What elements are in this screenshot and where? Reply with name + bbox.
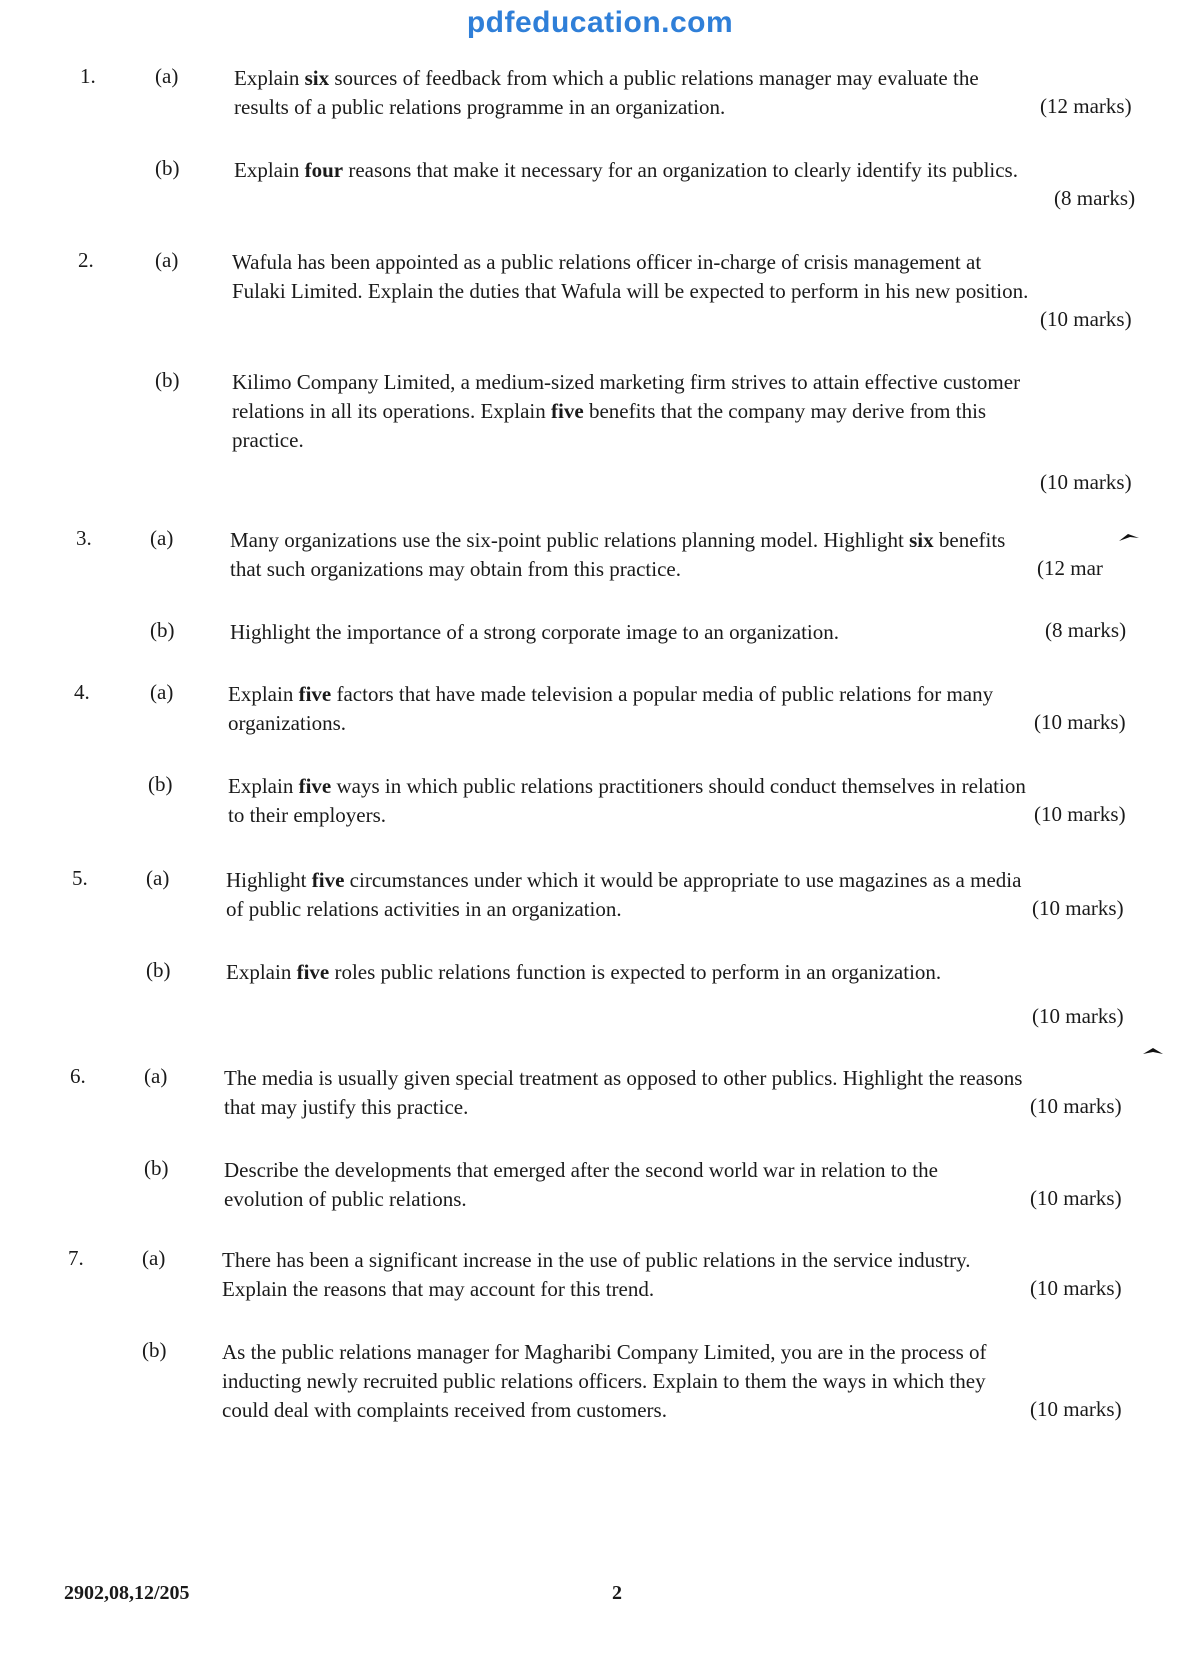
question-number: 4. <box>74 680 90 704</box>
question-text: Highlight the importance of a strong corporate image to an organization. <box>230 620 840 644</box>
part-label: (b) <box>146 958 171 982</box>
part-label: (a) <box>146 866 170 890</box>
marks-label: (10 marks) <box>1032 896 1124 920</box>
part-label: (a) <box>142 1246 166 1270</box>
question-number: 2. <box>78 248 94 272</box>
marks-label: (10 marks) <box>1030 1094 1122 1118</box>
part-label: (a) <box>155 248 179 272</box>
question-text: Kilimo Company Limited, a medium-sized marketing firm strives to attain effective customer relations in all its operations. Explain five benefits that the company may derive from this practice. <box>232 370 1021 452</box>
marks-label: (10 marks) <box>1030 1397 1122 1421</box>
question-text: As the public relations manager for Magharibi Company Limited, you are in the process of inducting newly recruited public relations officers. Explain to them the ways in which they could deal with complaints received from customers. <box>222 1340 987 1422</box>
question-text: Explain five ways in which public relations practitioners should conduct themselves in relation to their employers. <box>228 774 1026 827</box>
question-text: Highlight five circumstances under which it would be appropriate to use magazines as a media of public relations activities in an organization. <box>226 868 1022 921</box>
marks-label: (10 marks) <box>1034 802 1126 826</box>
question-text: Many organizations use the six-point public relations planning model. Highlight six benefits that such organizations may obtain from this practice. <box>230 528 1006 581</box>
marks-label: (12 marks) <box>1040 94 1132 118</box>
question-text: There has been a significant increase in the use of public relations in the service industry. Explain the reasons that may account for this trend. <box>222 1248 971 1301</box>
question-text: Explain five roles public relations function is expected to perform in an organization. <box>226 960 942 984</box>
exam-code: 2902,08,12/205 <box>64 1582 190 1604</box>
question-number: 7. <box>68 1246 84 1270</box>
question-text: Wafula has been appointed as a public relations officer in-charge of crisis management at Fulaki Limited. Explain the duties that Wafula will be expected to perform in his new position. <box>232 250 1029 303</box>
marks-label: (10 marks) <box>1032 1004 1124 1028</box>
marks-label: (10 marks) <box>1040 307 1132 331</box>
marks-label: (10 marks) <box>1034 710 1126 734</box>
question-text: Explain four reasons that make it necessary for an organization to clearly identify its publics. <box>234 158 1018 182</box>
part-label: (a) <box>155 64 179 88</box>
pen-mark-icon <box>1118 532 1140 542</box>
marks-label: (10 marks) <box>1030 1186 1122 1210</box>
part-label: (b) <box>155 368 180 392</box>
question-number: 3. <box>76 526 92 550</box>
pen-mark-icon <box>1142 1046 1164 1056</box>
part-label: (b) <box>144 1156 169 1180</box>
marks-label: (8 marks) <box>1045 618 1127 642</box>
question-number: 6. <box>70 1064 86 1088</box>
question-text: Describe the developments that emerged after the second world war in relation to the evolution of public relations. <box>224 1158 938 1211</box>
question-number: 5. <box>72 866 88 890</box>
marks-label: (12 mar <box>1037 556 1103 580</box>
question-text: Explain six sources of feedback from which a public relations manager may evaluate the results of a public relations programme in an organization. <box>234 66 979 119</box>
marks-label: (10 marks) <box>1040 470 1132 494</box>
part-label: (a) <box>150 526 174 550</box>
watermark-text: pdfeducation.com <box>466 6 734 39</box>
part-label: (b) <box>148 772 173 796</box>
part-label: (a) <box>150 680 174 704</box>
page-number: 2 <box>612 1582 622 1604</box>
question-number: 1. <box>80 64 96 88</box>
part-label: (b) <box>155 156 180 180</box>
marks-label: (8 marks) <box>1054 186 1136 210</box>
question-text: Explain five factors that have made television a popular media of public relations for many organizations. <box>228 682 994 735</box>
part-label: (a) <box>144 1064 168 1088</box>
marks-label: (10 marks) <box>1030 1276 1122 1300</box>
part-label: (b) <box>142 1338 167 1362</box>
question-text: The media is usually given special treatment as opposed to other publics. Highlight the reasons that may justify this practice. <box>224 1066 1023 1119</box>
part-label: (b) <box>150 618 175 642</box>
